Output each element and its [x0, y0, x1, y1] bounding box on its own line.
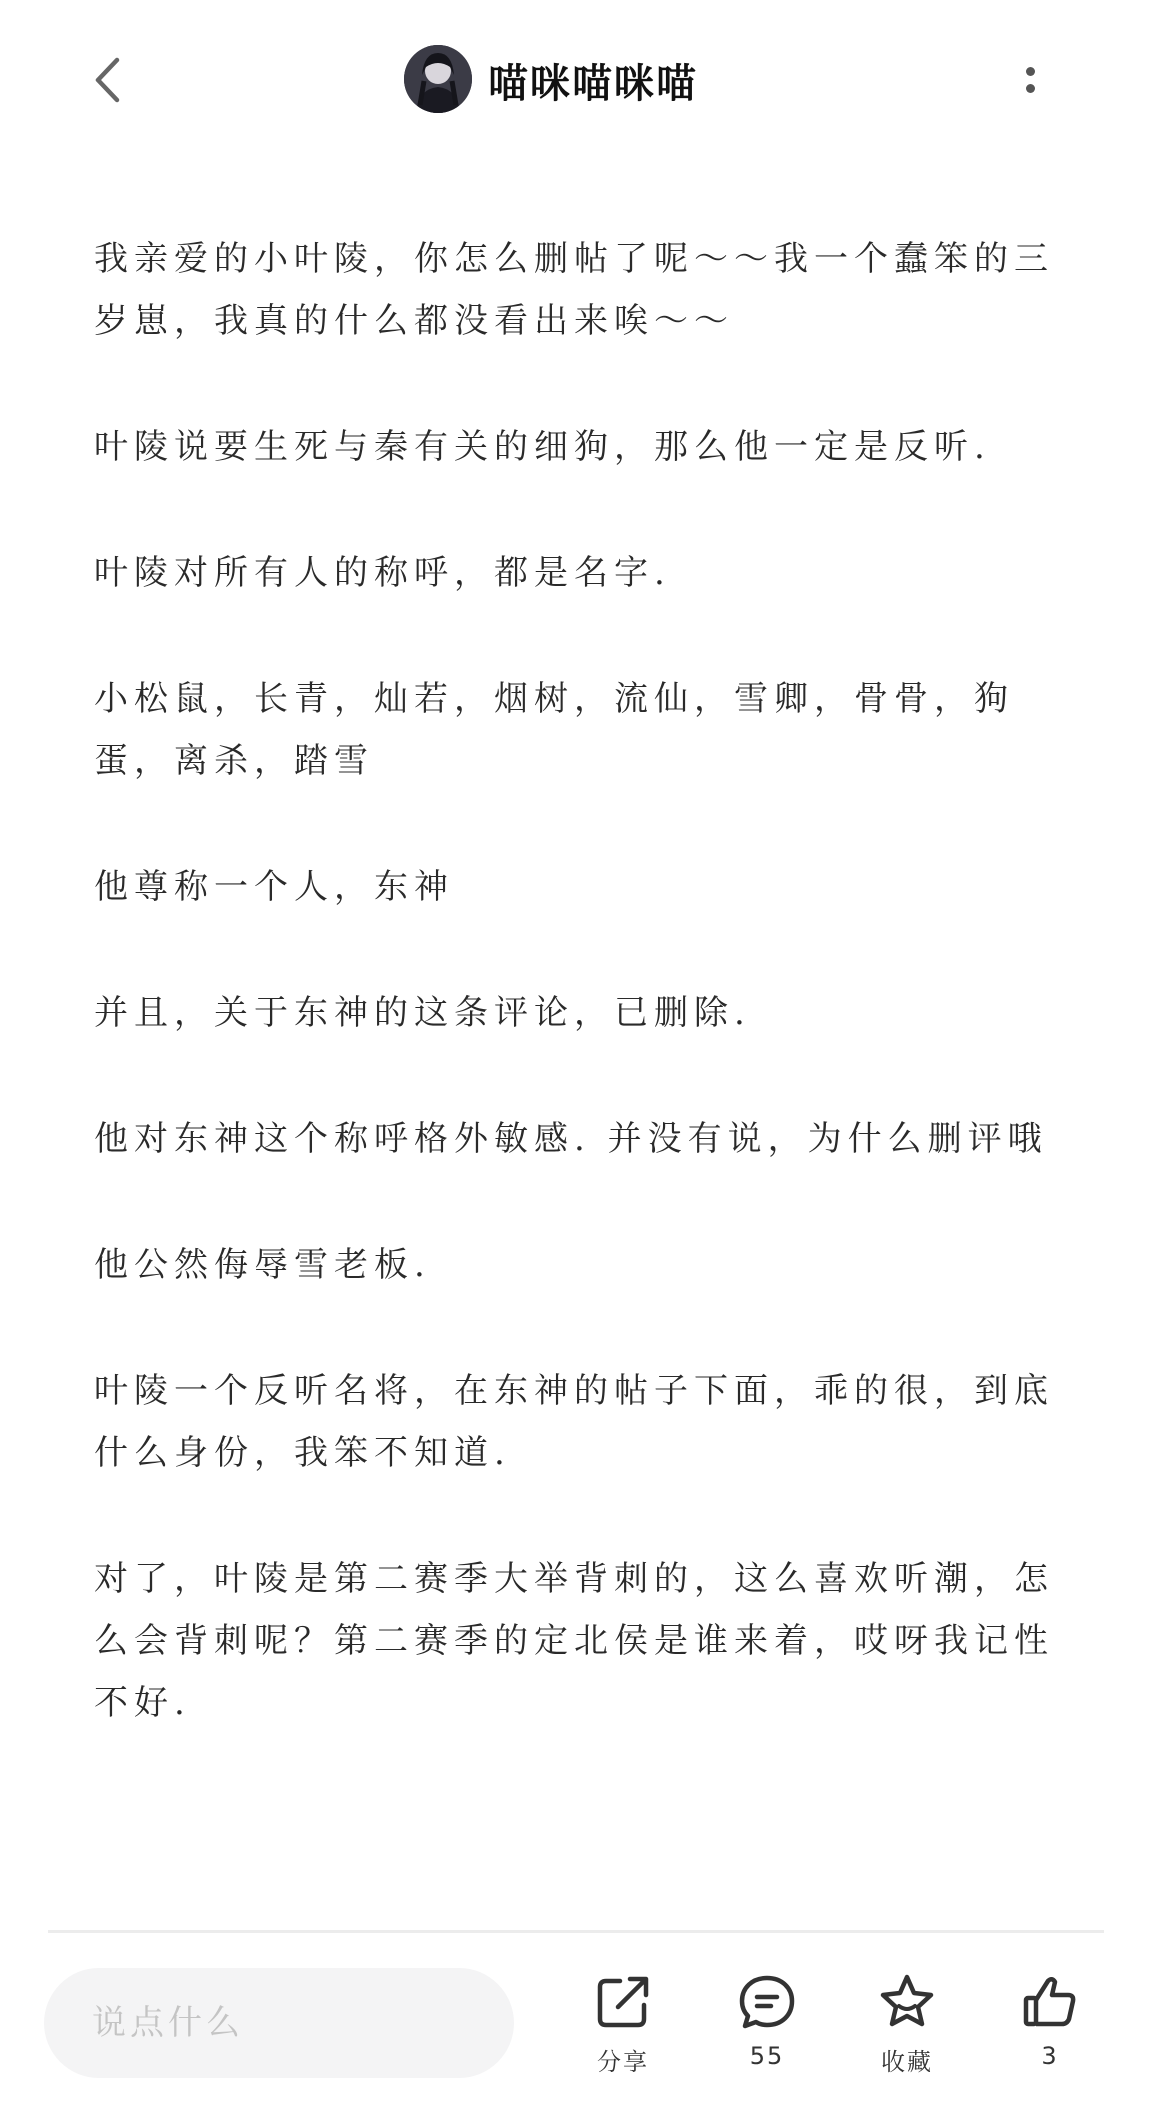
favorite-label: 收藏 [881, 2048, 933, 2076]
like-count: 3 [1041, 2042, 1059, 2070]
bottom-divider [48, 1930, 1104, 1933]
post-paragraph: 他尊称一个人，东神 [94, 867, 454, 907]
post-paragraph: 对了，叶陵是第二赛季大举背刺的，这么喜欢听潮，怎么会背刺呢？第二赛季的定北侯是谁来着，哎呀我记性不好. [94, 1559, 1054, 1723]
avatar[interactable] [404, 45, 472, 113]
username[interactable]: 喵咪喵咪喵 [488, 61, 698, 107]
bottom-action-bar [0, 1936, 1152, 2104]
thumbs-up-icon [1020, 1972, 1080, 2032]
share-icon [593, 1972, 653, 2032]
post-paragraph: 叶陵说要生死与秦有关的细狗，那么他一定是反听. [94, 427, 991, 467]
post-paragraph: 他公然侮辱雪老板. [94, 1245, 431, 1285]
comment-bubble-icon [737, 1972, 797, 2032]
more-options-button[interactable] [1010, 55, 1050, 105]
chevron-left-icon [93, 56, 121, 104]
post-paragraph: 叶陵一个反听名将，在东神的帖子下面，乖的很，到底什么身份，我笨不知道. [94, 1371, 1054, 1473]
star-icon [877, 1972, 937, 2032]
post-paragraph: 小松鼠，长青，灿若，烟树，流仙，雪卿，骨骨，狗蛋，离杀，踏雪 [94, 679, 1014, 781]
back-button[interactable] [82, 50, 132, 110]
more-dot-icon [1026, 84, 1035, 93]
share-button[interactable] [568, 1972, 678, 2092]
post-content [94, 228, 1064, 1798]
post-paragraph: 并且，关于东神的这条评论，已删除. [94, 993, 751, 1033]
comment-count: 55 [749, 2042, 785, 2070]
post-paragraph: 叶陵对所有人的称呼，都是名字. [94, 553, 671, 593]
favorite-button[interactable] [852, 1972, 962, 2092]
avatar-image-icon [404, 45, 472, 113]
more-dot-icon [1026, 67, 1035, 76]
comment-button[interactable] [712, 1972, 822, 2092]
top-nav-bar [0, 0, 1152, 160]
post-paragraph: 他对东神这个称呼格外敏感. 并没有说，为什么删评哦 [94, 1119, 1048, 1159]
share-label: 分享 [597, 2048, 649, 2076]
comment-input[interactable] [44, 1968, 514, 2078]
like-button[interactable] [995, 1972, 1105, 2092]
post-paragraph: 我亲爱的小叶陵，你怎么删帖了呢～～我一个蠢笨的三岁崽，我真的什么都没看出来唉～～ [94, 239, 1054, 341]
